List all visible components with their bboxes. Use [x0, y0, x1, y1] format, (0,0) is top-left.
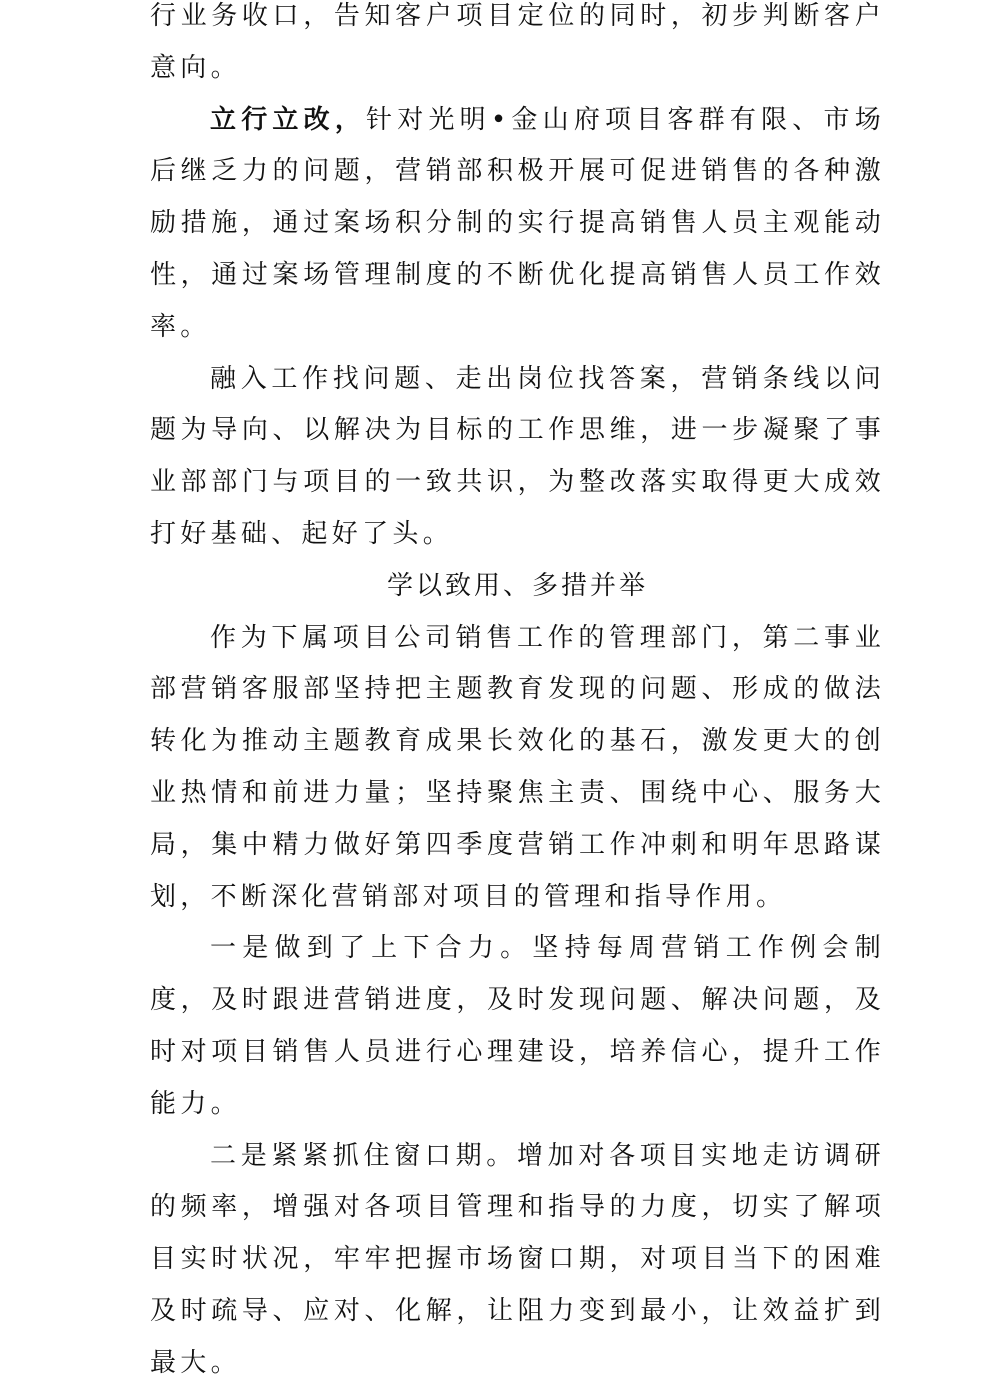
- paragraph-continuation: [150, 0, 885, 95]
- paragraph-text: 一是做到了上下合力。坚持每周营销工作例会制度，及时跟进营销进度，及时发现问题、解决问题，及时对项目销售人员进行心理建设，培养信心，提升工作能力。: [150, 933, 885, 1119]
- paragraph-text: 二是紧紧抓住窗口期。增加对各项目实地走访调研的频率，增强对各项目管理和指导的力度，切实了解项目实时状况，牢牢把握市场窗口期，对项目当下的困难及时疏导、应对、化解，让阻力变到最小，让效益扩到最大。: [150, 1140, 885, 1378]
- paragraph-management: [150, 613, 885, 924]
- document-body: [150, 0, 885, 1390]
- paragraph-point-two: [150, 1131, 885, 1390]
- paragraph-text: 针对光明•金山府项目客群有限、市场后继乏力的问题，营销部积极开展可促进销售的各种激励措施，通过案场积分制的实行提高销售人员主观能动性，通过案场管理制度的不断优化提高销售人员工作效率。: [150, 104, 885, 342]
- paragraph-text: 行业务收口，告知客户项目定位的同时，初步判断客户意向。: [150, 1, 885, 83]
- paragraph-text: 融入工作找问题、走出岗位找答案，营销条线以问题为导向、以解决为目标的工作思维，进一步凝聚了事业部部门与项目的一致共识，为整改落实取得更大成效打好基础、起好了头。: [150, 363, 885, 549]
- paragraph-text: 作为下属项目公司销售工作的管理部门，第二事业部营销客服部坚持把主题教育发现的问题、形成的做法转化为推动主题教育成果长效化的基石，激发更大的创业热情和前进力量；坚持聚焦主责、围绕中心、服务大局，集中精力做好第四季度营销工作冲刺和明年思路谋划，不断深化营销部对项目的管理和指导作用。: [150, 622, 885, 912]
- paragraph-rectification: [150, 95, 885, 354]
- paragraph-problem-finding: [150, 354, 885, 561]
- section-heading: 学以致用、多措并举: [386, 570, 648, 601]
- paragraph-lead: 立行立改，: [210, 104, 367, 135]
- paragraph-point-one: [150, 923, 885, 1130]
